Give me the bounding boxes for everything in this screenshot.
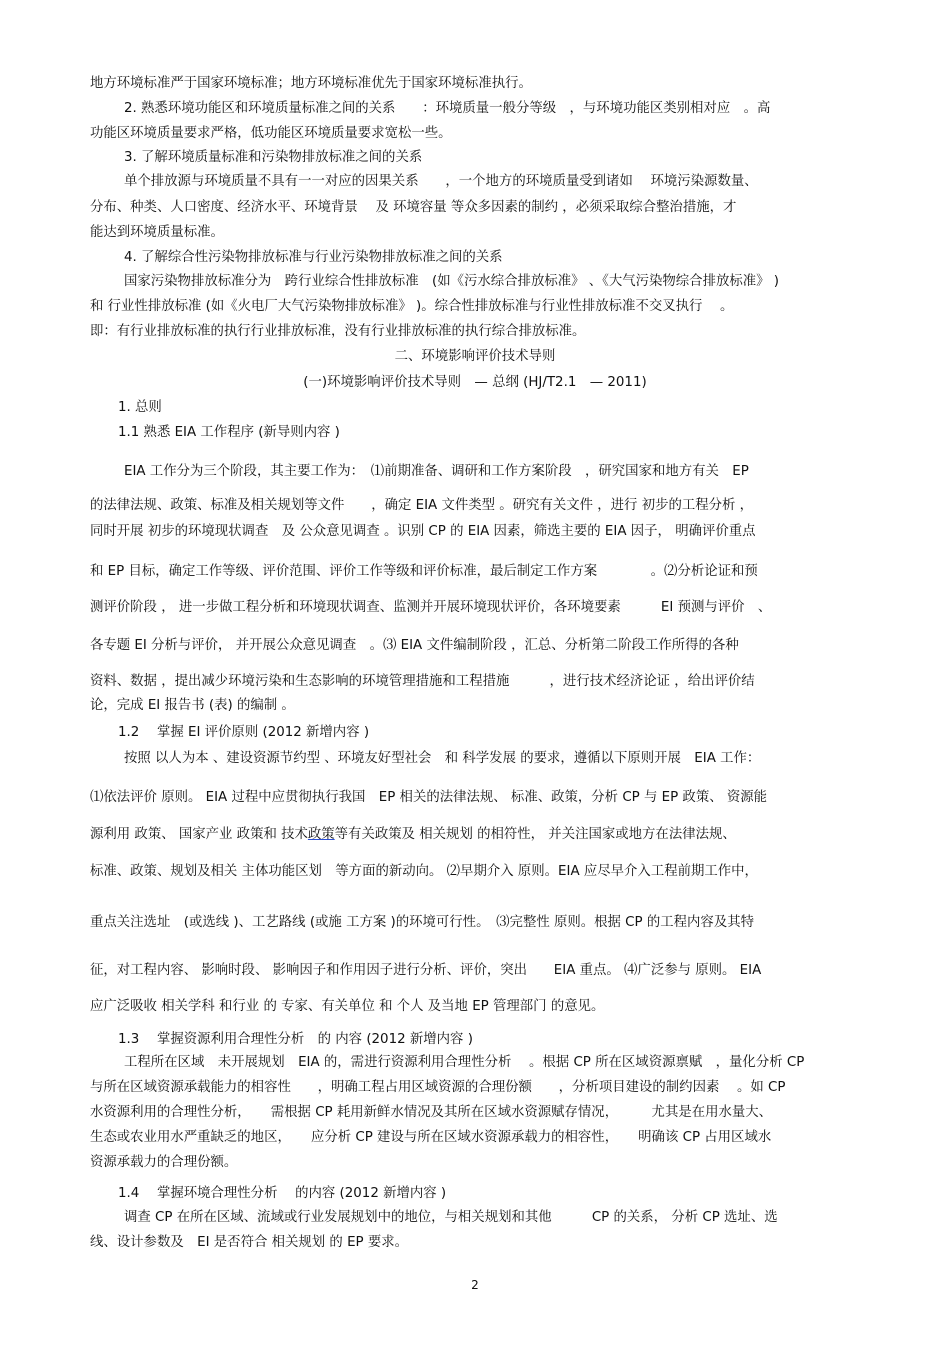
text-line: 资源承载力的合理份额。 — [90, 1155, 238, 1170]
text-line: 应广泛吸收 相关学科 和行业 的 专家、有关单位 和 个人 及当地 EP 管理部门 的意见。 — [90, 999, 605, 1014]
policy-link[interactable]: 政策 — [307, 827, 335, 842]
text-line: 能达到环境质量标准。 — [90, 225, 224, 240]
text-line: 2. 熟悉环境功能区和环境质量标准之间的关系 ：环境质量一般分等级 ，与环境功能区类别相对应 。高 — [124, 101, 771, 116]
text-line: 和 行业性排放标准 (如《火电厂大气污染物排放标准》 )。综合性排放标准与行业性排放标准不交叉执行 。 — [90, 299, 734, 314]
text-line: 工程所在区域 未开展规划 EIA 的，需进行资源利用合理性分析 。根据 CP 所在区域资源禀赋 ，量化分析 CP — [124, 1055, 805, 1070]
text-line: 论，完成 EI 报告书 (表) 的编制 。 — [90, 698, 295, 713]
text-line: 同时开展 初步的环境现状调查 及 公众意见调查 。识别 CP 的 EIA 因素，筛选主要的 EIA 因子， 明确评价重点 — [90, 524, 756, 539]
text-line: 调查 CP 在所在区域、流域或行业发展规划中的地位，与相关规划和其他 CP 的关系， 分析 CP 选址、选 — [124, 1210, 778, 1225]
text-line: 标准、政策、规划及相关 主体功能区划 等方面的新动向。 ⑵早期介入 原则。EIA 应尽早介入工程前期工作中， — [90, 864, 758, 879]
text-line: 测评价阶段 ， 进一步做工程分析和环境现状调查、监测并开展环境现状评价，各环境要素 EI 预测与评价 、 — [90, 600, 772, 615]
text-line — [90, 825, 870, 845]
text-line: 各专题 EI 分析与评价， 并开展公众意见调查 。⑶ EIA 文件编制阶段 ，汇总、分析第二阶段工作所得的各种 — [90, 638, 739, 653]
heading-1-2: 1.2 掌握 EI 评价原则 (2012 新增内容 ) — [118, 725, 370, 740]
text-line: 生态或农业用水严重缺乏的地区， 应分析 CP 建设与所在区域水资源承载力的相容性， 明确该 CP 占用区域水 — [90, 1130, 772, 1145]
text-segment: 等有关政策及 相关规划 的相符性， 并关注国家或地方在法律法规、 — [334, 827, 736, 842]
subsection-heading: (一)环境影响评价技术导则 — 总纲 (HJ/T2.1 — 2011) — [303, 375, 647, 390]
section-heading: 二、环境影响评价技术导则 — [394, 349, 556, 364]
heading-1-4: 1.4 掌握环境合理性分析 的内容 (2012 新增内容 ) — [118, 1186, 447, 1201]
text-line: 功能区环境质量要求严格，低功能区环境质量要求宽松一些。 — [90, 126, 452, 141]
text-line: 线、设计参数及 EI 是否符合 相关规划 的 EP 要求。 — [90, 1235, 409, 1250]
text-line: 和 EP 目标，确定工作等级、评价范围、评价工作等级和评价标准，最后制定工作方案 。⑵分析论证和预 — [90, 564, 758, 579]
text-line: 地方环境标准严于国家环境标准；地方环境标准优先于国家环境标准执行。 — [90, 76, 532, 91]
text-line: 即：有行业排放标准的执行行业排放标准，没有行业排放标准的执行综合排放标准。 — [90, 324, 586, 339]
text-line: 的法律法规、政策、标准及相关规划等文件 ，确定 EIA 文件类型 。研究有关文件 ，进行 初步的工程分析 ， — [90, 498, 754, 513]
heading-1-3: 1.3 掌握资源利用合理性分析 的 内容 (2012 新增内容 ) — [118, 1032, 473, 1047]
text-line: 重点关注选址 (或选线 )、工艺路线 (或施 工方案 )的环境可行性。 ⑶完整性 原则。根据 CP 的工程内容及其特 — [90, 915, 754, 930]
text-segment: 源利用 政策、 国家产业 政策和 技术 — [90, 827, 308, 842]
text-line: 3. 了解环境质量标准和污染物排放标准之间的关系 — [124, 150, 423, 165]
text-line: 水资源利用的合理性分析， 需根据 CP 耗用新鲜水情况及其所在区域水资源赋存情况， 尤其是在用水量大、 — [90, 1105, 773, 1120]
text-line: 国家污染物排放标准分为 跨行业综合性排放标准 (如《污水综合排放标准》 、《大气污染物综合排放标准》 ) — [124, 274, 780, 289]
text-line: 单个排放源与环境质量不具有一一对应的因果关系 ，一个地方的环境质量受到诸如 环境污染源数量、 — [124, 174, 758, 189]
text-line: ⑴依法评价 原则。 EIA 过程中应贯彻执行我国 EP 相关的法律法规、 标准、政策，分析 CP 与 EP 政策、 资源能 — [90, 790, 768, 805]
heading-1-1: 1.1 熟悉 EIA 工作程序 (新导则内容 ) — [118, 425, 340, 440]
heading-general: 1. 总则 — [118, 400, 162, 415]
text-line: EIA 工作分为三个阶段，其主要工作为： ⑴前期准备、调研和工作方案阶段 ，研究国家和地方有关 EP — [124, 464, 749, 479]
text-line: 征，对工程内容、 影响时段、 影响因子和作用因子进行分析、评价，突出 EIA 重点。 ⑷广泛参与 原则。 EIA — [90, 963, 762, 978]
text-line: 与所在区域资源承载能力的相容性 ，明确工程占用区域资源的合理份额 ，分析项目建设的制约因素 。如 CP — [90, 1080, 786, 1095]
page-number: 2 — [471, 1278, 479, 1292]
text-line: 资料、数据 ，提出减少环境污染和生态影响的环境管理措施和工程措施 ，进行技术经济论证 ，给出评价结 — [90, 674, 755, 689]
text-line: 按照 以人为本 、建设资源节约型 、环境友好型社会 和 科学发展 的要求，遵循以下原则开展 EIA 工作： — [124, 751, 761, 766]
text-line: 4. 了解综合性污染物排放标准与行业污染物排放标准之间的关系 — [124, 250, 503, 265]
text-line: 分布、种类、人口密度、经济水平、环境背景 及 环境容量 等众多因素的制约 ，必须采取综合整治措施，才 — [90, 200, 737, 215]
